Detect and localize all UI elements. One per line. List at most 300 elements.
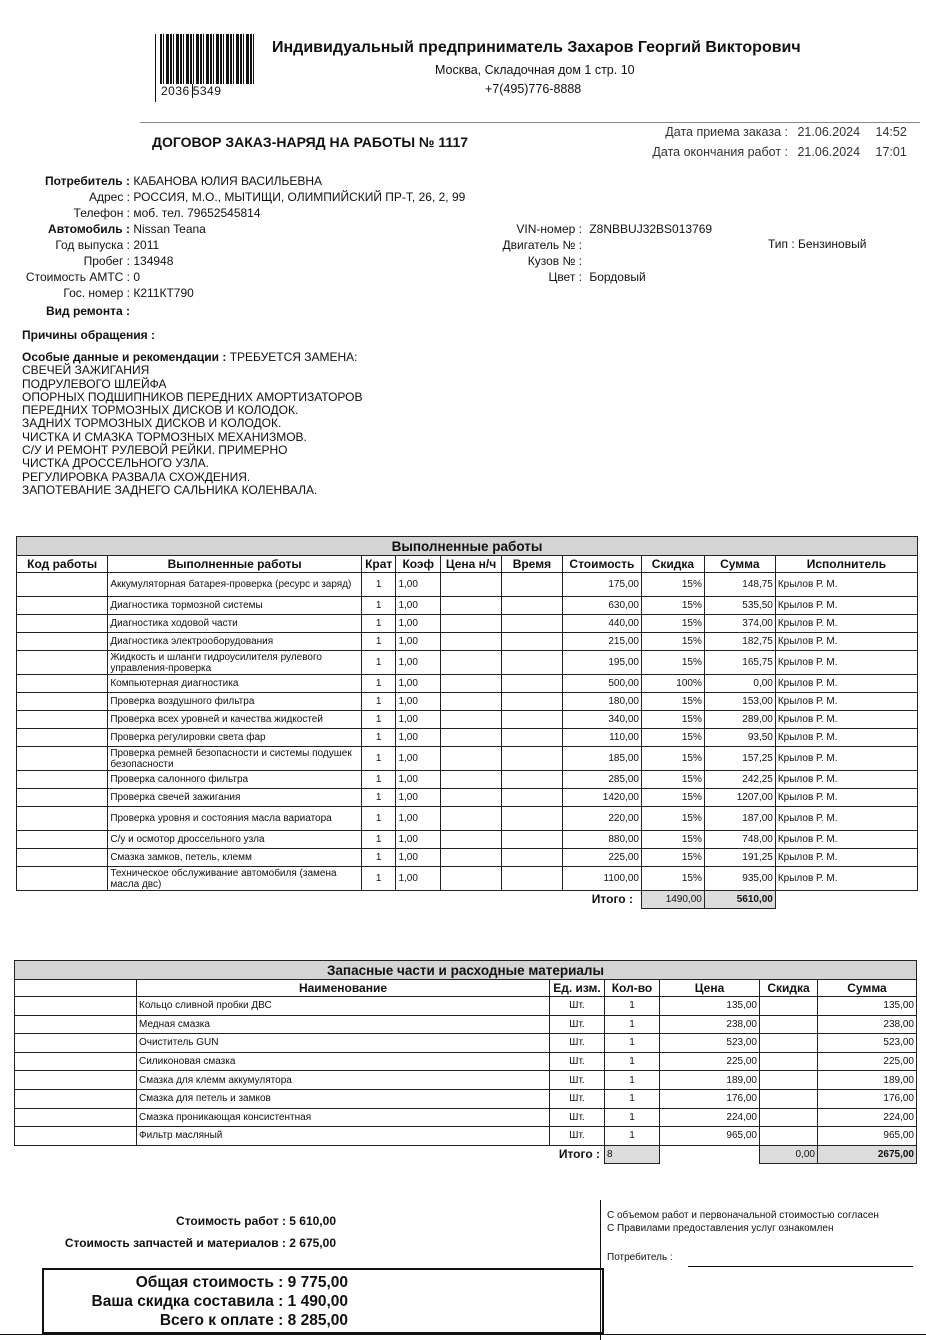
work-krat: 1 bbox=[361, 807, 395, 831]
company-phone: +7(495)776-8888 bbox=[485, 82, 582, 96]
order-received: Дата приема заказа : 21.06.2024 14:52 bbox=[665, 125, 907, 139]
works-row bbox=[17, 789, 918, 807]
part-discount bbox=[760, 1127, 818, 1146]
work-krat: 1 bbox=[361, 711, 395, 729]
work-sum: 289,00 bbox=[704, 711, 775, 729]
work-krat: 1 bbox=[361, 675, 395, 693]
work-cost: 1100,00 bbox=[562, 867, 641, 891]
part-qty: 1 bbox=[605, 1034, 660, 1053]
part-qty: 1 bbox=[605, 1108, 660, 1127]
works-row bbox=[17, 747, 918, 771]
work-empty-cell bbox=[501, 573, 562, 597]
works-row bbox=[17, 615, 918, 633]
part-unit: Шт. bbox=[550, 1015, 605, 1034]
part-discount bbox=[760, 1052, 818, 1071]
work-cost: 1420,00 bbox=[562, 789, 641, 807]
part-name: Смазка для клемм аккумулятора bbox=[137, 1071, 550, 1090]
works-row bbox=[17, 807, 918, 831]
part-discount bbox=[760, 1071, 818, 1090]
works-row bbox=[17, 771, 918, 789]
work-sum: 1207,00 bbox=[704, 789, 775, 807]
car-model: Nissan Teana bbox=[133, 222, 206, 236]
works-row bbox=[17, 729, 918, 747]
work-cost: 175,00 bbox=[562, 573, 641, 597]
work-name: Диагностика тормозной системы bbox=[108, 597, 362, 615]
work-empty-cell bbox=[441, 651, 502, 675]
car-color: Бордовый bbox=[589, 270, 646, 284]
work-cost: 180,00 bbox=[562, 693, 641, 711]
total-discount: Ваша скидка составила : 1 490,00 bbox=[91, 1293, 348, 1310]
total-to-pay-value: 8 285,00 bbox=[287, 1312, 348, 1329]
car-mileage: 134948 bbox=[133, 254, 174, 268]
work-cost: 440,00 bbox=[562, 615, 641, 633]
work-sum: 242,25 bbox=[704, 771, 775, 789]
consumer-address: РОССИЯ, М.О., МЫТИЩИ, ОЛИМПИЙСКИЙ ПР-Т, 26, 2, 99 bbox=[133, 190, 466, 204]
work-koef: 1,00 bbox=[396, 831, 441, 849]
works-col-header: Код работы bbox=[17, 556, 108, 573]
notes-block: Особые данные и рекомендации : ТРЕБУЕТСЯ ЗАМЕНА: СВЕЧЕЙ ЗАЖИГАНИЯ ПОДРУЛЕВОГО ШЛЕЙФА ОПОРНЫХ ПОДШИПНИКОВ ПЕРЕДНИХ АМОРТИЗАТОРОВ ПЕРЕДНИХ ТОРМОЗНЫХ ДИСКОВ И КОЛОДОК. ЗАДНИХ ТОРМОЗНЫХ ДИСКОВ И КОЛОДОК. ЧИСТКА И СМАЗКА ТОРМОЗНЫХ МЕХАНИЗМОВ. С/У И РЕМОНТ РУЛЕВОЙ РЕЙКИ. ПРИМЕРНО ЧИСТКА ДРОССЕЛЬНОГО УЗЛА. РЕГУЛИРОВКА РАЗВАЛА СХОЖДЕНИЯ. ЗАПОТЕВАНИЕ ЗАДНЕГО САЛЬНИКА КОЛЕНВАЛА. bbox=[22, 350, 363, 497]
part-discount bbox=[760, 1108, 818, 1127]
parts-total-empty bbox=[660, 1145, 760, 1163]
work-sum: 748,00 bbox=[704, 831, 775, 849]
work-koef: 1,00 bbox=[396, 807, 441, 831]
work-executor: Крылов Р. М. bbox=[775, 831, 917, 849]
work-empty-cell bbox=[17, 831, 108, 849]
works-total-sum: 5610,00 bbox=[704, 891, 775, 909]
barcode-number-left: 2036 bbox=[161, 84, 193, 98]
work-discount: 15% bbox=[641, 789, 704, 807]
work-discount: 15% bbox=[641, 849, 704, 867]
work-discount: 15% bbox=[641, 729, 704, 747]
work-koef: 1,00 bbox=[396, 573, 441, 597]
parts-row bbox=[15, 1108, 917, 1127]
work-empty-cell bbox=[501, 675, 562, 693]
note-line: ЗАПОТЕВАНИЕ ЗАДНЕГО САЛЬНИКА КОЛЕНВАЛА. bbox=[22, 482, 318, 497]
work-name: Проверка уровня и состояния масла вариатора bbox=[108, 807, 362, 831]
note-line: ПОДРУЛЕВОГО ШЛЕЙФА bbox=[22, 376, 167, 391]
part-qty: 1 bbox=[605, 997, 660, 1016]
part-discount bbox=[760, 1089, 818, 1108]
works-row bbox=[17, 867, 918, 891]
work-sum: 93,50 bbox=[704, 729, 775, 747]
work-empty-cell bbox=[17, 651, 108, 675]
work-empty-cell bbox=[501, 807, 562, 831]
work-sum: 165,75 bbox=[704, 651, 775, 675]
consumer-phone: моб. тел. 79652545814 bbox=[133, 206, 261, 220]
work-koef: 1,00 bbox=[396, 651, 441, 675]
reasons-label: Причины обращения : bbox=[22, 328, 156, 342]
total-cost-value: 9 775,00 bbox=[287, 1274, 348, 1291]
work-sum: 187,00 bbox=[704, 807, 775, 831]
work-sum: 535,50 bbox=[704, 597, 775, 615]
parts-row bbox=[15, 1089, 917, 1108]
part-unit: Шт. bbox=[550, 1034, 605, 1053]
summary-parts-value: 2 675,00 bbox=[289, 1236, 336, 1250]
work-executor: Крылов Р. М. bbox=[775, 633, 917, 651]
car-year: 2011 bbox=[133, 238, 160, 252]
work-cost: 225,00 bbox=[562, 849, 641, 867]
work-krat: 1 bbox=[361, 849, 395, 867]
work-sum: 148,75 bbox=[704, 573, 775, 597]
part-name: Медная смазка bbox=[137, 1015, 550, 1034]
work-empty-cell bbox=[441, 849, 502, 867]
work-krat: 1 bbox=[361, 831, 395, 849]
part-unit: Шт. bbox=[550, 1089, 605, 1108]
work-discount: 15% bbox=[641, 831, 704, 849]
works-col-header: Сумма bbox=[704, 556, 775, 573]
work-discount: 15% bbox=[641, 867, 704, 891]
work-koef: 1,00 bbox=[396, 849, 441, 867]
engine-type: Тип : Бензиновый bbox=[768, 237, 867, 251]
works-col-header: Время bbox=[501, 556, 562, 573]
parts-col-header: Скидка bbox=[760, 980, 818, 997]
parts-row bbox=[15, 1015, 917, 1034]
work-discount: 15% bbox=[641, 807, 704, 831]
parts-row bbox=[15, 1127, 917, 1146]
work-sum: 0,00 bbox=[704, 675, 775, 693]
part-empty-cell bbox=[15, 1108, 137, 1127]
part-sum: 523,00 bbox=[818, 1034, 917, 1053]
work-executor: Крылов Р. М. bbox=[775, 807, 917, 831]
works-col-header: Коэф bbox=[396, 556, 441, 573]
work-krat: 1 bbox=[361, 747, 395, 771]
parts-col-header: Сумма bbox=[818, 980, 917, 997]
work-koef: 1,00 bbox=[396, 867, 441, 891]
work-empty-cell bbox=[501, 651, 562, 675]
work-empty-cell bbox=[441, 771, 502, 789]
part-empty-cell bbox=[15, 997, 137, 1016]
work-krat: 1 bbox=[361, 729, 395, 747]
parts-col-header: Ед. изм. bbox=[550, 980, 605, 997]
work-empty-cell bbox=[17, 711, 108, 729]
work-name: Проверка свечей зажигания bbox=[108, 789, 362, 807]
work-name: Аккумуляторная батарея-проверка (ресурс и заряд) bbox=[108, 573, 362, 597]
part-unit: Шт. bbox=[550, 1071, 605, 1090]
work-name: Диагностика ходовой части bbox=[108, 615, 362, 633]
part-unit: Шт. bbox=[550, 1052, 605, 1071]
work-empty-cell bbox=[17, 867, 108, 891]
work-empty-cell bbox=[441, 747, 502, 771]
work-discount: 100% bbox=[641, 675, 704, 693]
total-discount-value: 1 490,00 bbox=[287, 1293, 348, 1310]
work-empty-cell bbox=[441, 597, 502, 615]
work-krat: 1 bbox=[361, 789, 395, 807]
works-table bbox=[16, 536, 918, 909]
work-empty-cell bbox=[17, 771, 108, 789]
consumer-name: КАБАНОВА ЮЛИЯ ВАСИЛЬЕВНА bbox=[133, 174, 323, 188]
part-price: 176,00 bbox=[660, 1089, 760, 1108]
works-total-label: Итого : bbox=[591, 892, 633, 907]
parts-row bbox=[15, 997, 917, 1016]
work-krat: 1 bbox=[361, 867, 395, 891]
barcode-number-right: 5349 bbox=[192, 84, 222, 98]
work-executor: Крылов Р. М. bbox=[775, 693, 917, 711]
works-row bbox=[17, 633, 918, 651]
consumer-signature-label: Потребитель : bbox=[607, 1252, 673, 1263]
work-name: С/у и осмотор дроссельного узла bbox=[108, 831, 362, 849]
work-cost: 630,00 bbox=[562, 597, 641, 615]
works-col-header: Исполнитель bbox=[775, 556, 917, 573]
part-discount bbox=[760, 1034, 818, 1053]
work-sum: 157,25 bbox=[704, 747, 775, 771]
work-koef: 1,00 bbox=[396, 675, 441, 693]
vehicle-info: VIN-номер : Z8NBBUJ32BS013769 Двигатель № : Кузов № : Цвет : Бордовый bbox=[502, 222, 713, 284]
work-discount: 15% bbox=[641, 633, 704, 651]
work-name: Проверка салонного фильтра bbox=[108, 771, 362, 789]
total-cost: Общая стоимость : 9 775,00 bbox=[135, 1274, 348, 1291]
work-name: Техническое обслуживание автомобиля (замена масла двс) bbox=[108, 867, 362, 891]
work-discount: 15% bbox=[641, 615, 704, 633]
part-unit: Шт. bbox=[550, 1108, 605, 1127]
work-empty-cell bbox=[501, 789, 562, 807]
part-sum: 224,00 bbox=[818, 1108, 917, 1127]
works-row bbox=[17, 849, 918, 867]
work-empty-cell bbox=[17, 747, 108, 771]
part-discount bbox=[760, 997, 818, 1016]
work-empty-cell bbox=[441, 675, 502, 693]
work-executor: Крылов Р. М. bbox=[775, 711, 917, 729]
work-sum: 935,00 bbox=[704, 867, 775, 891]
work-sum: 182,75 bbox=[704, 633, 775, 651]
work-empty-cell bbox=[17, 573, 108, 597]
part-sum: 176,00 bbox=[818, 1089, 917, 1108]
parts-total-row bbox=[15, 1145, 917, 1163]
work-discount: 15% bbox=[641, 771, 704, 789]
work-krat: 1 bbox=[361, 633, 395, 651]
car-amts: 0 bbox=[133, 270, 141, 284]
work-krat: 1 bbox=[361, 771, 395, 789]
work-empty-cell bbox=[501, 849, 562, 867]
parts-row bbox=[15, 1034, 917, 1053]
part-sum: 225,00 bbox=[818, 1052, 917, 1071]
work-executor: Крылов Р. М. bbox=[775, 615, 917, 633]
work-empty-cell bbox=[501, 771, 562, 789]
work-empty-cell bbox=[441, 729, 502, 747]
work-empty-cell bbox=[441, 693, 502, 711]
work-name: Проверка регулировки света фар bbox=[108, 729, 362, 747]
part-empty-cell bbox=[15, 1015, 137, 1034]
works-row bbox=[17, 651, 918, 675]
works-row bbox=[17, 711, 918, 729]
parts-col-header: Наименование bbox=[137, 980, 550, 997]
parts-total-label: Итого : bbox=[558, 1147, 600, 1161]
work-executor: Крылов Р. М. bbox=[775, 771, 917, 789]
note-line: ЧИСТКА ДРОССЕЛЬНОГО УЗЛА. bbox=[22, 456, 210, 471]
work-cost: 880,00 bbox=[562, 831, 641, 849]
parts-total-discount: 0,00 bbox=[760, 1145, 818, 1163]
work-cost: 215,00 bbox=[562, 633, 641, 651]
part-empty-cell bbox=[15, 1089, 137, 1108]
work-empty-cell bbox=[501, 729, 562, 747]
work-koef: 1,00 bbox=[396, 597, 441, 615]
work-empty-cell bbox=[441, 711, 502, 729]
work-koef: 1,00 bbox=[396, 747, 441, 771]
work-name: Проверка ремней безопасности и системы подушек безопасности bbox=[108, 747, 362, 771]
part-sum: 238,00 bbox=[818, 1015, 917, 1034]
works-row bbox=[17, 831, 918, 849]
part-price: 224,00 bbox=[660, 1108, 760, 1127]
works-title: Выполненные работы bbox=[17, 537, 918, 556]
parts-row bbox=[15, 1052, 917, 1071]
part-name: Смазка проникающая консистентная bbox=[137, 1108, 550, 1127]
header-divider bbox=[140, 122, 920, 123]
note-line: ПЕРЕДНИХ ТОРМОЗНЫХ ДИСКОВ И КОЛОДОК. bbox=[22, 403, 299, 418]
work-discount: 15% bbox=[641, 747, 704, 771]
work-empty-cell bbox=[17, 633, 108, 651]
works-col-header: Скидка bbox=[641, 556, 704, 573]
work-executor: Крылов Р. М. bbox=[775, 867, 917, 891]
work-koef: 1,00 bbox=[396, 615, 441, 633]
total-to-pay: Всего к оплате : 8 285,00 bbox=[159, 1312, 348, 1329]
note-line: СВЕЧЕЙ ЗАЖИГАНИЯ bbox=[22, 363, 150, 378]
work-executor: Крылов Р. М. bbox=[775, 651, 917, 675]
work-cost: 195,00 bbox=[562, 651, 641, 675]
work-name: Диагностика электрооборудования bbox=[108, 633, 362, 651]
barcode-bars bbox=[160, 34, 256, 84]
car-plate: К211КТ790 bbox=[133, 286, 194, 300]
part-price: 523,00 bbox=[660, 1034, 760, 1053]
works-total-discount: 1490,00 bbox=[641, 891, 704, 909]
summary-parts: Стоимость запчастей и материалов : 2 675,00 bbox=[64, 1236, 336, 1250]
work-empty-cell bbox=[441, 573, 502, 597]
part-price: 189,00 bbox=[660, 1071, 760, 1090]
work-name: Проверка воздушного фильтра bbox=[108, 693, 362, 711]
work-krat: 1 bbox=[361, 651, 395, 675]
work-executor: Крылов Р. М. bbox=[775, 597, 917, 615]
company-name: Индивидуальный предприниматель Захаров Георгий Викторович bbox=[272, 39, 801, 56]
part-sum: 135,00 bbox=[818, 997, 917, 1016]
works-row bbox=[17, 675, 918, 693]
part-qty: 1 bbox=[605, 1052, 660, 1071]
part-name: Смазка для петель и замков bbox=[137, 1089, 550, 1108]
part-sum: 965,00 bbox=[818, 1127, 917, 1146]
work-discount: 15% bbox=[641, 651, 704, 675]
work-sum: 191,25 bbox=[704, 849, 775, 867]
work-name: Жидкость и шланги гидроусилителя рулевого управления-проверка bbox=[108, 651, 362, 675]
parts-title: Запасные части и расходные материалы bbox=[15, 961, 917, 980]
work-executor: Крылов Р. М. bbox=[775, 573, 917, 597]
part-unit: Шт. bbox=[550, 1127, 605, 1146]
work-empty-cell bbox=[441, 789, 502, 807]
parts-table bbox=[14, 960, 917, 1164]
part-empty-cell bbox=[15, 1034, 137, 1053]
parts-total-sum: 2675,00 bbox=[818, 1145, 917, 1163]
works-total-row bbox=[17, 891, 918, 909]
work-cost: 340,00 bbox=[562, 711, 641, 729]
work-empty-cell bbox=[501, 711, 562, 729]
part-name: Силиконовая смазка bbox=[137, 1052, 550, 1071]
part-qty: 1 bbox=[605, 1089, 660, 1108]
part-discount bbox=[760, 1015, 818, 1034]
part-price: 965,00 bbox=[660, 1127, 760, 1146]
parts-col-header-empty bbox=[15, 980, 137, 997]
work-empty-cell bbox=[441, 807, 502, 831]
work-executor: Крылов Р. М. bbox=[775, 729, 917, 747]
works-total-empty bbox=[775, 891, 917, 909]
work-koef: 1,00 bbox=[396, 693, 441, 711]
work-krat: 1 bbox=[361, 693, 395, 711]
work-sum: 374,00 bbox=[704, 615, 775, 633]
work-empty-cell bbox=[501, 597, 562, 615]
parts-col-header: Кол-во bbox=[605, 980, 660, 997]
work-sum: 153,00 bbox=[704, 693, 775, 711]
work-empty-cell bbox=[501, 633, 562, 651]
work-koef: 1,00 bbox=[396, 771, 441, 789]
order-title: ДОГОВОР ЗАКАЗ-НАРЯД НА РАБОТЫ № 1117 bbox=[152, 134, 469, 150]
work-empty-cell bbox=[17, 729, 108, 747]
work-executor: Крылов Р. М. bbox=[775, 849, 917, 867]
work-cost: 285,00 bbox=[562, 771, 641, 789]
consumer-signature-line bbox=[688, 1266, 913, 1267]
work-empty-cell bbox=[441, 633, 502, 651]
work-krat: 1 bbox=[361, 597, 395, 615]
work-empty-cell bbox=[17, 693, 108, 711]
work-krat: 1 bbox=[361, 573, 395, 597]
parts-total-qty: 8 bbox=[605, 1145, 660, 1163]
works-col-header: Цена н/ч bbox=[441, 556, 502, 573]
work-empty-cell bbox=[441, 615, 502, 633]
works-row bbox=[17, 573, 918, 597]
part-sum: 189,00 bbox=[818, 1071, 917, 1090]
part-empty-cell bbox=[15, 1052, 137, 1071]
note-line: ЧИСТКА И СМАЗКА ТОРМОЗНЫХ МЕХАНИЗМОВ. bbox=[22, 429, 307, 444]
work-empty-cell bbox=[501, 867, 562, 891]
work-empty-cell bbox=[17, 615, 108, 633]
parts-col-header: Цена bbox=[660, 980, 760, 997]
work-discount: 15% bbox=[641, 597, 704, 615]
part-name: Кольцо сливной пробки ДВС bbox=[137, 997, 550, 1016]
part-price: 225,00 bbox=[660, 1052, 760, 1071]
work-krat: 1 bbox=[361, 615, 395, 633]
part-price: 135,00 bbox=[660, 997, 760, 1016]
work-discount: 15% bbox=[641, 711, 704, 729]
work-discount: 15% bbox=[641, 693, 704, 711]
note-line: ЗАДНИХ ТОРМОЗНЫХ ДИСКОВ И КОЛОДОК. bbox=[22, 416, 282, 431]
work-empty-cell bbox=[501, 747, 562, 771]
work-name: Смазка замков, петель, клемм bbox=[108, 849, 362, 867]
barcode bbox=[155, 34, 261, 102]
work-empty-cell bbox=[17, 789, 108, 807]
work-name: Компьютерная диагностика bbox=[108, 675, 362, 693]
customer-info: Потребитель : КАБАНОВА ЮЛИЯ ВАСИЛЬЕВНА Адрес : РОССИЯ, М.О., МЫТИЩИ, ОЛИМПИЙСКИЙ ПР-Т, 26, 2, 99 Телефон : моб. тел. 79652545814 Автомобиль : Nissan Teana Год выпуска : 2011 Пробег : 134948 Стоимость АМТС : 0 Гос. номер : К211КТ790 Вид ремонта : bbox=[25, 174, 466, 318]
works-row bbox=[17, 597, 918, 615]
consent-text: С объемом работ и первоначальной стоимостью согласен С Правилами предоставления услуг ознакомлен bbox=[607, 1210, 879, 1234]
work-executor: Крылов Р. М. bbox=[775, 747, 917, 771]
works-col-header: Выполненные работы bbox=[108, 556, 362, 573]
work-koef: 1,00 bbox=[396, 711, 441, 729]
part-price: 238,00 bbox=[660, 1015, 760, 1034]
note-line: РЕГУЛИРОВКА РАЗВАЛА СХОЖДЕНИЯ. bbox=[22, 469, 251, 484]
work-empty-cell bbox=[17, 849, 108, 867]
note-line: С/У И РЕМОНТ РУЛЕВОЙ РЕЙКИ. ПРИМЕРНО bbox=[22, 443, 288, 458]
vin-number: Z8NBBUJ32BS013769 bbox=[589, 222, 713, 236]
works-col-header: Стоимость bbox=[562, 556, 641, 573]
work-koef: 1,00 bbox=[396, 789, 441, 807]
work-executor: Крылов Р. М. bbox=[775, 675, 917, 693]
order-finished: Дата окончания работ : 21.06.2024 17:01 bbox=[652, 145, 907, 159]
work-executor: Крылов Р. М. bbox=[775, 789, 917, 807]
works-row bbox=[17, 693, 918, 711]
work-cost: 220,00 bbox=[562, 807, 641, 831]
part-name: Очиститель GUN bbox=[137, 1034, 550, 1053]
work-koef: 1,00 bbox=[396, 633, 441, 651]
bottom-rule bbox=[0, 1334, 926, 1335]
part-qty: 1 bbox=[605, 1127, 660, 1146]
part-name: Фильтр масляный bbox=[137, 1127, 550, 1146]
company-address: Москва, Складочная дом 1 стр. 10 bbox=[435, 63, 635, 77]
work-empty-cell bbox=[441, 831, 502, 849]
works-col-header: Крат bbox=[361, 556, 395, 573]
